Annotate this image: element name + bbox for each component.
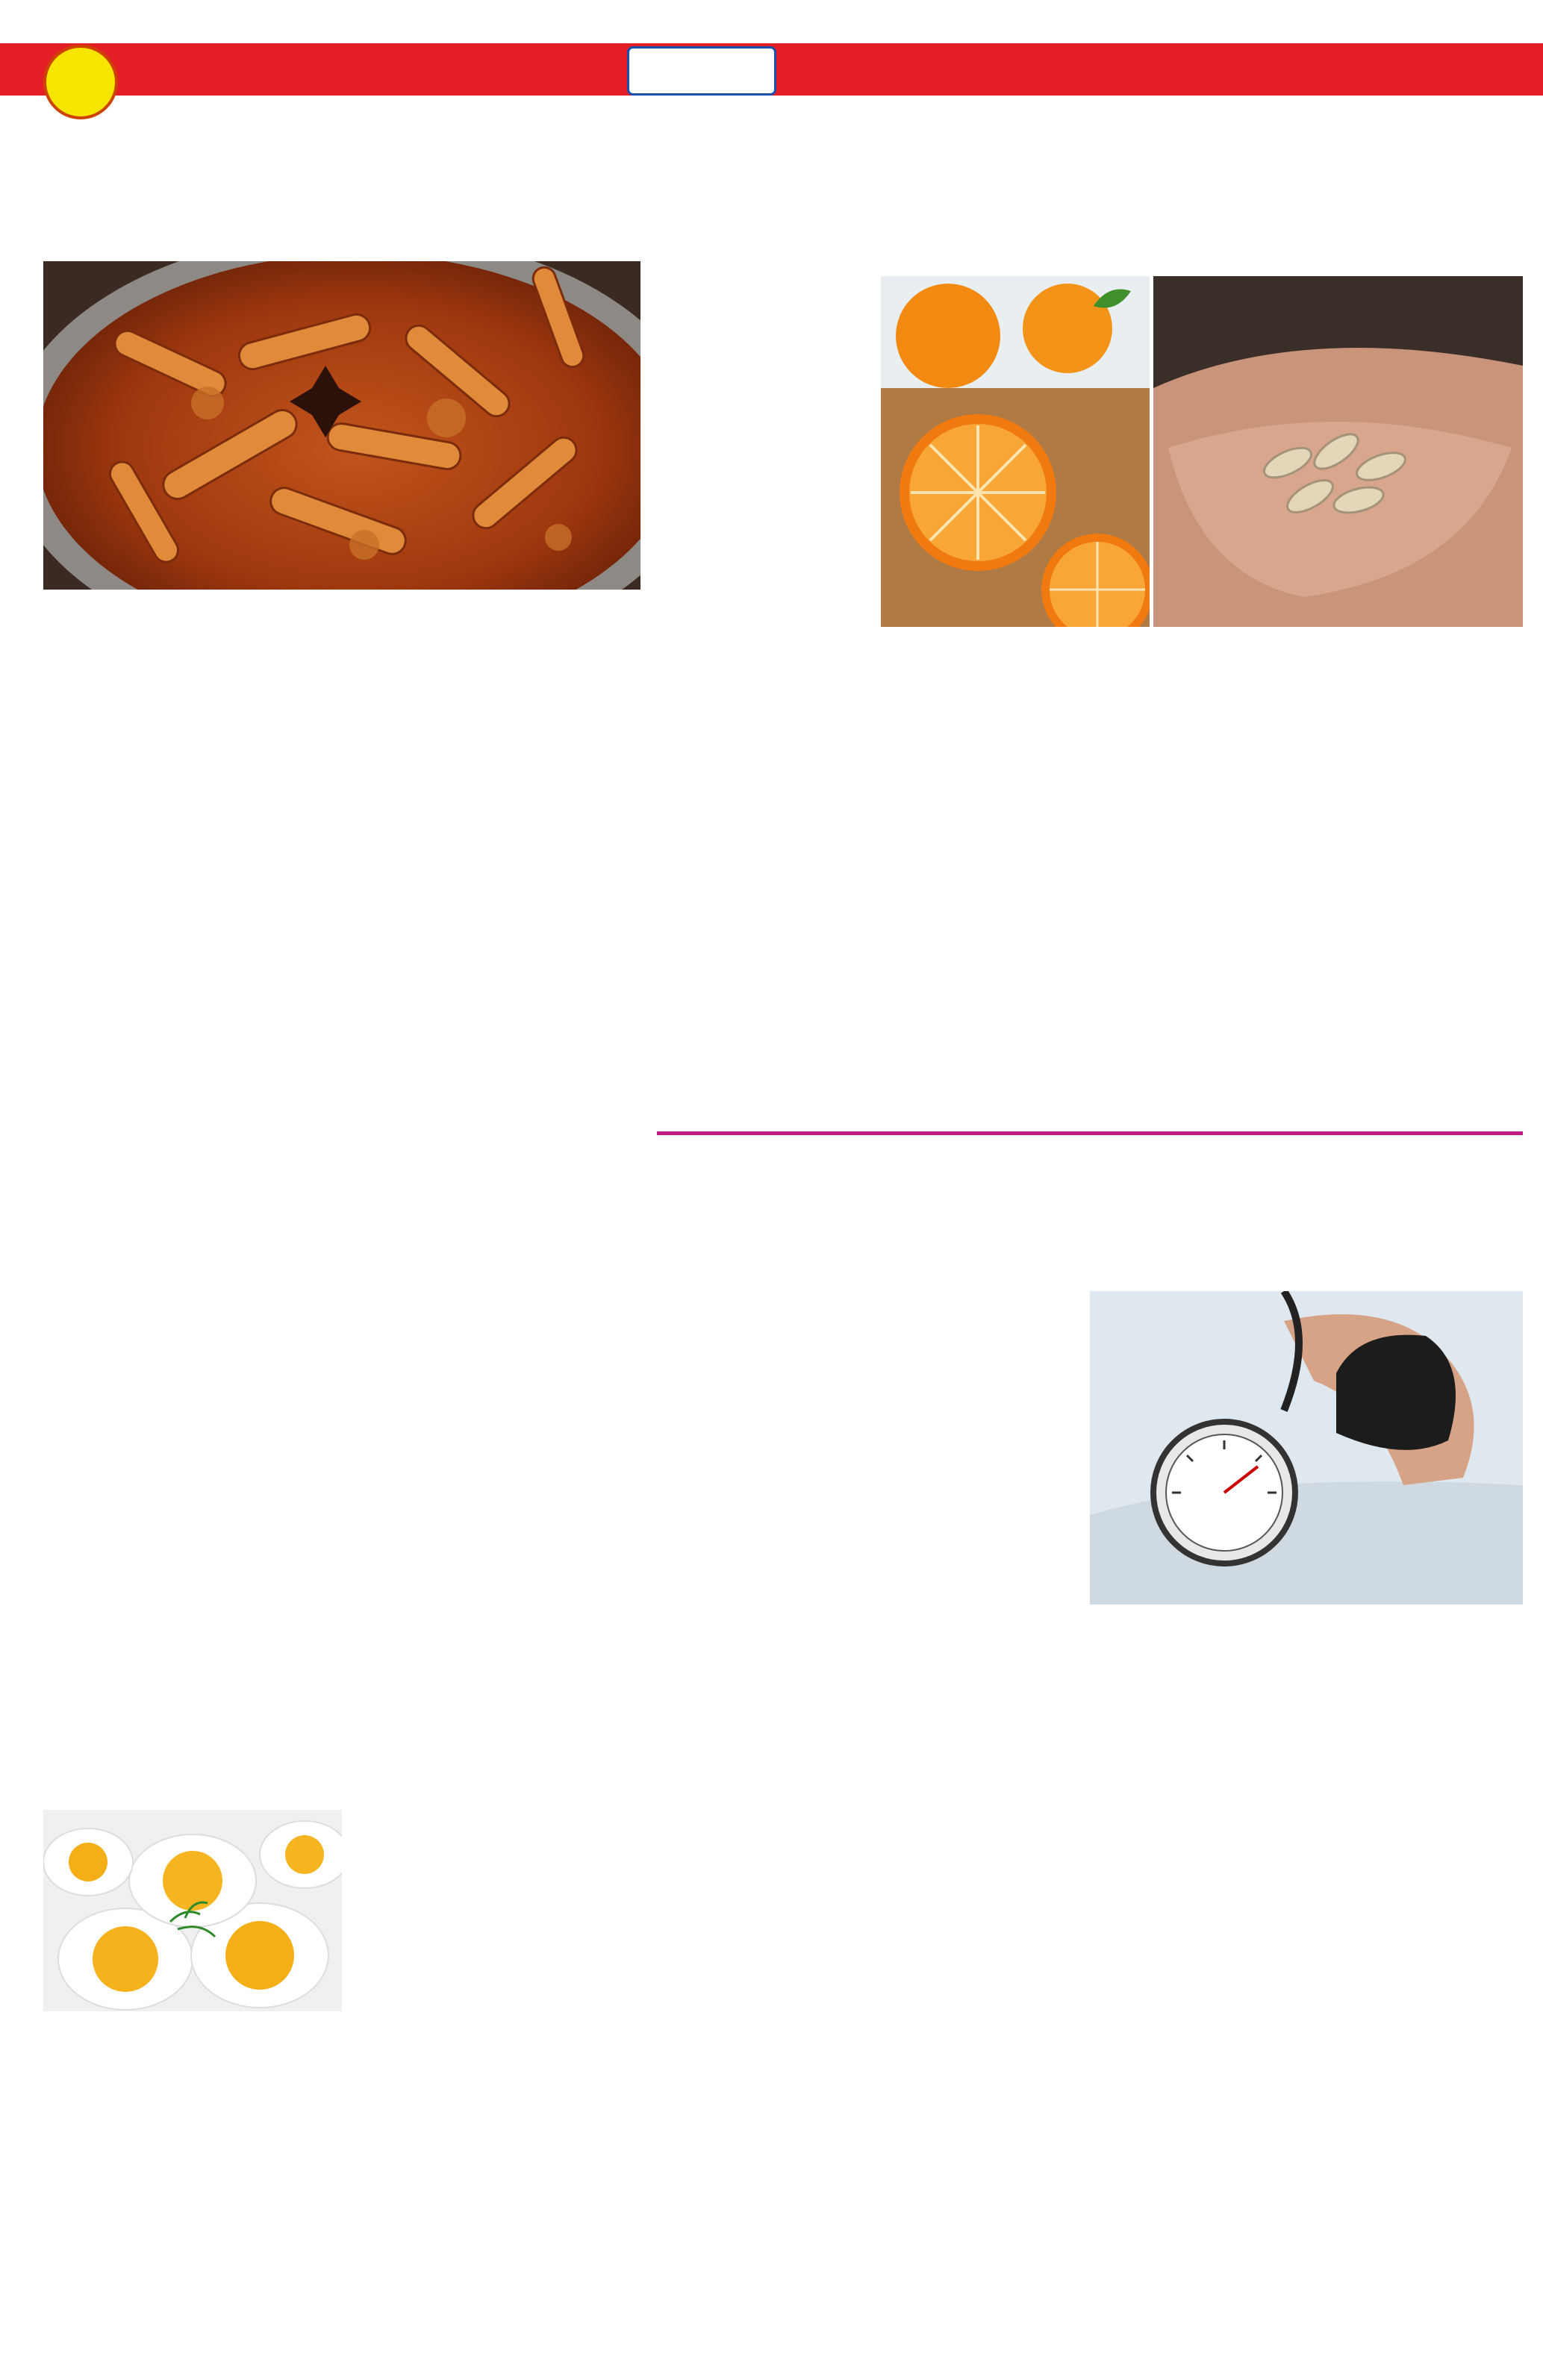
dateline (1162, 52, 1521, 87)
egg-body-bottom (43, 2015, 640, 2340)
section-divider (657, 1131, 1523, 1135)
egg-body-side (349, 1810, 640, 2011)
fenugreek-body-right (1090, 1611, 1523, 2149)
boti-body-text (43, 596, 640, 1133)
fenugreek-headline-line2 (657, 1216, 1523, 1284)
orange-halves-photo (881, 276, 1150, 627)
egg-body-top (43, 1208, 640, 1805)
fenugreek-body-left (657, 1291, 1082, 2149)
fenugreek-headline-line1 (657, 1142, 1523, 1209)
blood-pressure-measurement-photo (1090, 1291, 1523, 1605)
page-number-badge (43, 45, 118, 119)
boti-headline-line1 (45, 123, 642, 183)
orange-body-column (657, 270, 873, 1128)
orange-headline-line1 (657, 116, 1523, 183)
boti-headline-line2 (45, 190, 642, 250)
boiled-eggs-photo (43, 1810, 342, 2011)
newspaper-logo (627, 46, 776, 96)
boti-curry-photo (43, 261, 640, 590)
women-headline (657, 2157, 1523, 2217)
orange-headline-line2 (657, 193, 1523, 260)
egg-headline (43, 1146, 640, 1198)
orange-body-wide (881, 633, 1523, 1129)
orange-seeds-in-palm-photo (1153, 276, 1523, 627)
